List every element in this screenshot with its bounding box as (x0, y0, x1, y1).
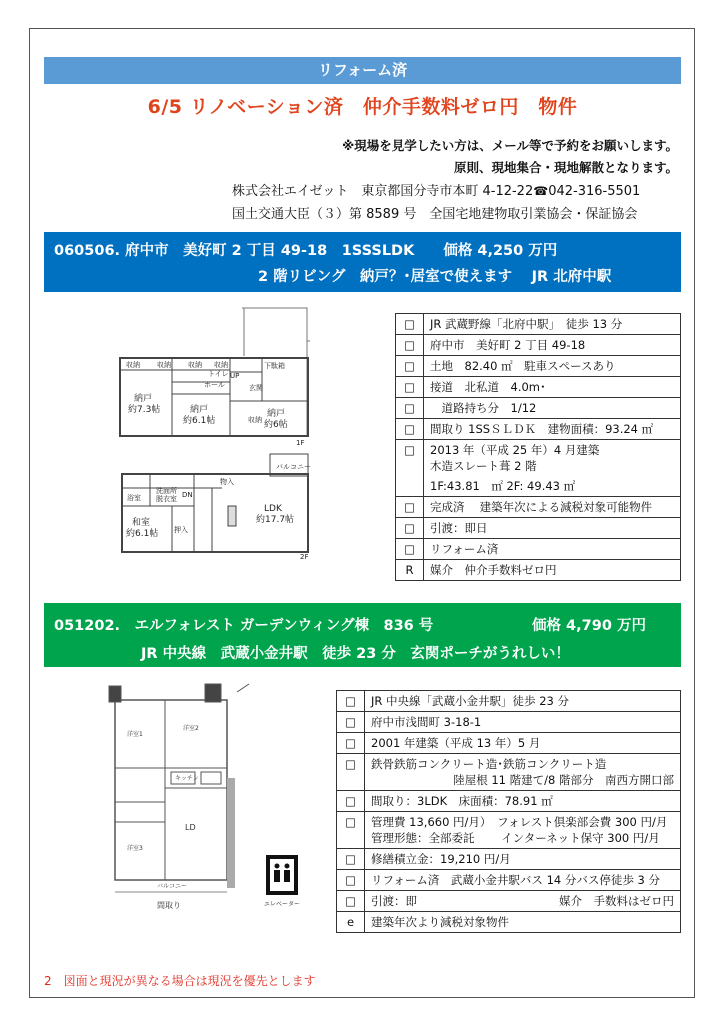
fp1-storage-3: 収納 (188, 361, 202, 369)
fp1-ldk-size: 約17.7帖 (256, 515, 295, 525)
listing2-title: 051202. エルフォレスト ガーデンウィング棟 836 号 (54, 618, 434, 634)
spec-handover: 引渡：即日 (424, 518, 681, 539)
fp1-room1-size: 約7.3帖 (128, 405, 161, 415)
meeting-notice: 原則、現地集合・現地解散となります。 (453, 160, 678, 175)
spec-mark: □ (337, 712, 365, 733)
listing1-floorplan (112, 306, 382, 561)
fp1-storage-2: 収納 (157, 361, 171, 369)
spec-mark: □ (337, 733, 365, 754)
spec-address: 府中市 美好町 2 丁目 49-18 (424, 335, 681, 356)
table-row (396, 398, 681, 419)
spec-mark: □ (337, 754, 365, 791)
table-row (396, 314, 681, 335)
fp2-caption: 間取り (157, 901, 181, 910)
spec-mark: □ (396, 497, 424, 518)
spec-mark: □ (337, 891, 365, 912)
table-row (396, 518, 681, 539)
listing1-subtitle: 2 階リビング 納戸？･居室で使えます JR 北府中駅 (258, 269, 612, 285)
fp1-room3: 納戸 (267, 409, 286, 419)
fp1-ldk: LDK (264, 504, 282, 514)
spec-mark: □ (396, 440, 424, 497)
fp1-entry: 玄関 (249, 384, 263, 392)
table-row (396, 440, 681, 497)
fp1-toilet: トイレ (208, 370, 229, 378)
spec-mark: □ (396, 377, 424, 398)
spec-mark: □ (337, 812, 365, 849)
fp2-room2: 洋室2 (183, 725, 199, 732)
fp2-ld: LD (185, 823, 196, 832)
spec-brokerage: 媒介 手数料はゼロ円 (559, 894, 674, 908)
elevator-label: エレベーター (263, 901, 301, 908)
fp1-floor-label: 1F (296, 439, 305, 447)
license-info: 国土交通大臣（３）第 8589 号 全国宅地建物取引業協会・保証協会 (232, 207, 638, 222)
spec-fees (365, 812, 681, 849)
fp1-washitsu: 和室 (132, 518, 151, 528)
table-row (396, 419, 681, 440)
listing2-spec-table (336, 690, 681, 933)
spec-structure (365, 754, 681, 791)
fp1-wash-b: 脱衣室 (156, 495, 177, 503)
spec-mark: □ (396, 335, 424, 356)
fp1-wash-a: 洗面所 (156, 487, 177, 495)
spec-mark: R (396, 560, 424, 581)
spec-road: 接道 北私道 4.0m･ (424, 377, 681, 398)
spec-floor-area: 1F:43.81 ㎡ 2F: 49.43 ㎡ (430, 479, 576, 493)
spec-mark: □ (396, 419, 424, 440)
fp1-hall: ホール (204, 381, 225, 389)
phone-icon: ☎ (533, 184, 549, 198)
table-row (337, 791, 681, 812)
fp1-shoe: 下駄箱 (264, 362, 285, 370)
elevator-icon (262, 853, 302, 911)
table-row (396, 560, 681, 581)
fp1-balcony: バルコニー (276, 463, 311, 471)
fp1-floor2-label: 2F (300, 553, 309, 561)
spec-management-type: 管理形態：全部委託 インターネット保守 300 円/月 (371, 831, 660, 845)
spec-land: 土地 82.40 ㎡ 駐車スペースあり (424, 356, 681, 377)
fp1-room3-size: 約6帖 (264, 420, 288, 430)
table-row (337, 870, 681, 891)
fp2-room1: 洋室1 (127, 731, 143, 738)
fp1-storage-4: 収納 (214, 361, 228, 369)
table-row (396, 497, 681, 518)
company-info (232, 180, 640, 199)
table-row (337, 891, 681, 912)
page-headline: 6/5 リノベーション済 仲介手数料ゼロ円 物件 (147, 96, 578, 118)
spec-structure: 木造スレート葺 2 階 (430, 459, 537, 473)
listing2-subtitle: JR 中央線 武蔵小金井駅 徒歩 23 分 玄関ポーチがうれしい！ (141, 646, 570, 662)
fp2-balcony: バルコニー (157, 883, 188, 890)
table-row (396, 356, 681, 377)
fp1-room2-size: 約6.1帖 (183, 416, 216, 426)
spec-status: 完成済 建築年次による減税対象可能物件 (424, 497, 681, 518)
spec-mark: □ (396, 398, 424, 419)
spec-handover (365, 891, 681, 912)
fp1-oshi: 押入 (174, 526, 188, 534)
listing2-price: 価格 4,790 万円 (532, 618, 646, 634)
spec-mark: □ (396, 518, 424, 539)
table-row (337, 849, 681, 870)
spec-reform: リフォーム済 武蔵小金井駅バス 14 分バス停徒歩 3 分 (365, 870, 681, 891)
fp2-kitchen: キッチン (175, 775, 199, 782)
spec-built-year: 2013 年（平成 25 年）4 月建築 (430, 443, 600, 457)
spec-tax: 建築年次より減税対象物件 (365, 912, 681, 933)
fp1-dn: DN (182, 491, 193, 499)
fp1-bath: 浴室 (127, 494, 141, 502)
listing2-floorplan (107, 682, 257, 920)
spec-handover-date: 引渡：即 (371, 894, 417, 908)
spec-address: 府中市浅間町 3-18-1 (365, 712, 681, 733)
spec-reform: リフォーム済 (424, 539, 681, 560)
table-row (337, 733, 681, 754)
spec-layout: 間取り 1SSＳＬＤＫ 建物面積：93.24 ㎡ (424, 419, 681, 440)
listing1-title: 060506. 府中市 美好町 2 丁目 49-18 1SSSLDK 価格 4,250 万円 (54, 243, 558, 259)
table-row (396, 377, 681, 398)
table-row (337, 691, 681, 712)
spec-road-share: 道路持ち分 1/12 (424, 398, 681, 419)
spec-mark: □ (337, 849, 365, 870)
fp2-room3: 洋室3 (127, 845, 143, 852)
table-row (337, 712, 681, 733)
fp1-storage-5: 収納 (248, 416, 262, 424)
viewing-notice: ※現場を見学したい方は、メール等で予約をお願いします。 (342, 138, 678, 153)
spec-structure-floors: 陸屋根 11 階建て/8 階部分 南西方開口部 (453, 773, 674, 787)
company-phone: 042-316-5501 (548, 184, 641, 199)
spec-mark: e (337, 912, 365, 933)
company-address: 株式会社エイゼット 東京都国分寺市本町 4-12-22 (232, 184, 534, 199)
fp1-storage-1: 収納 (126, 361, 140, 369)
spec-mark: □ (337, 791, 365, 812)
table-row (396, 335, 681, 356)
spec-structure-type: 鉄骨鉄筋コンクリート造･鉄筋コンクリート造 (371, 757, 607, 771)
spec-access: JR 中央線「武蔵小金井駅」徒歩 23 分 (365, 691, 681, 712)
fp1-kura: 物入 (220, 478, 234, 486)
spec-mark: □ (396, 314, 424, 335)
spec-mark: □ (396, 356, 424, 377)
table-row (337, 912, 681, 933)
fp1-up: UP (230, 372, 240, 380)
table-row (337, 754, 681, 791)
fp1-washitsu-size: 約6.1帖 (126, 529, 159, 539)
fp1-room1: 納戸 (134, 394, 153, 404)
spec-mark: □ (337, 870, 365, 891)
listing1-header (44, 232, 681, 292)
spec-access: JR 武蔵野線「北府中駅」 徒歩 13 分 (424, 314, 681, 335)
spec-brokerage: 媒介 仲介手数料ゼロ円 (424, 560, 681, 581)
spec-layout: 間取り：3LDK 床面積：78.91 ㎡ (365, 791, 681, 812)
footnote: 2 図面と現況が異なる場合は現況を優先とします (44, 974, 316, 988)
listing2-header (44, 603, 681, 667)
listing1-spec-table (395, 313, 681, 581)
table-row (396, 539, 681, 560)
spec-mark: □ (337, 691, 365, 712)
fp1-room2: 納戸 (190, 405, 209, 415)
reform-banner: リフォーム済 (44, 57, 681, 84)
table-row (337, 812, 681, 849)
spec-management-fee: 管理費 13,660 円/月） フォレスト倶楽部会費 300 円/月 (371, 815, 668, 829)
spec-built (424, 440, 681, 497)
spec-mark: □ (396, 539, 424, 560)
spec-built: 2001 年建築（平成 13 年）5 月 (365, 733, 681, 754)
spec-repair-fund: 修繕積立金：19,210 円/月 (365, 849, 681, 870)
